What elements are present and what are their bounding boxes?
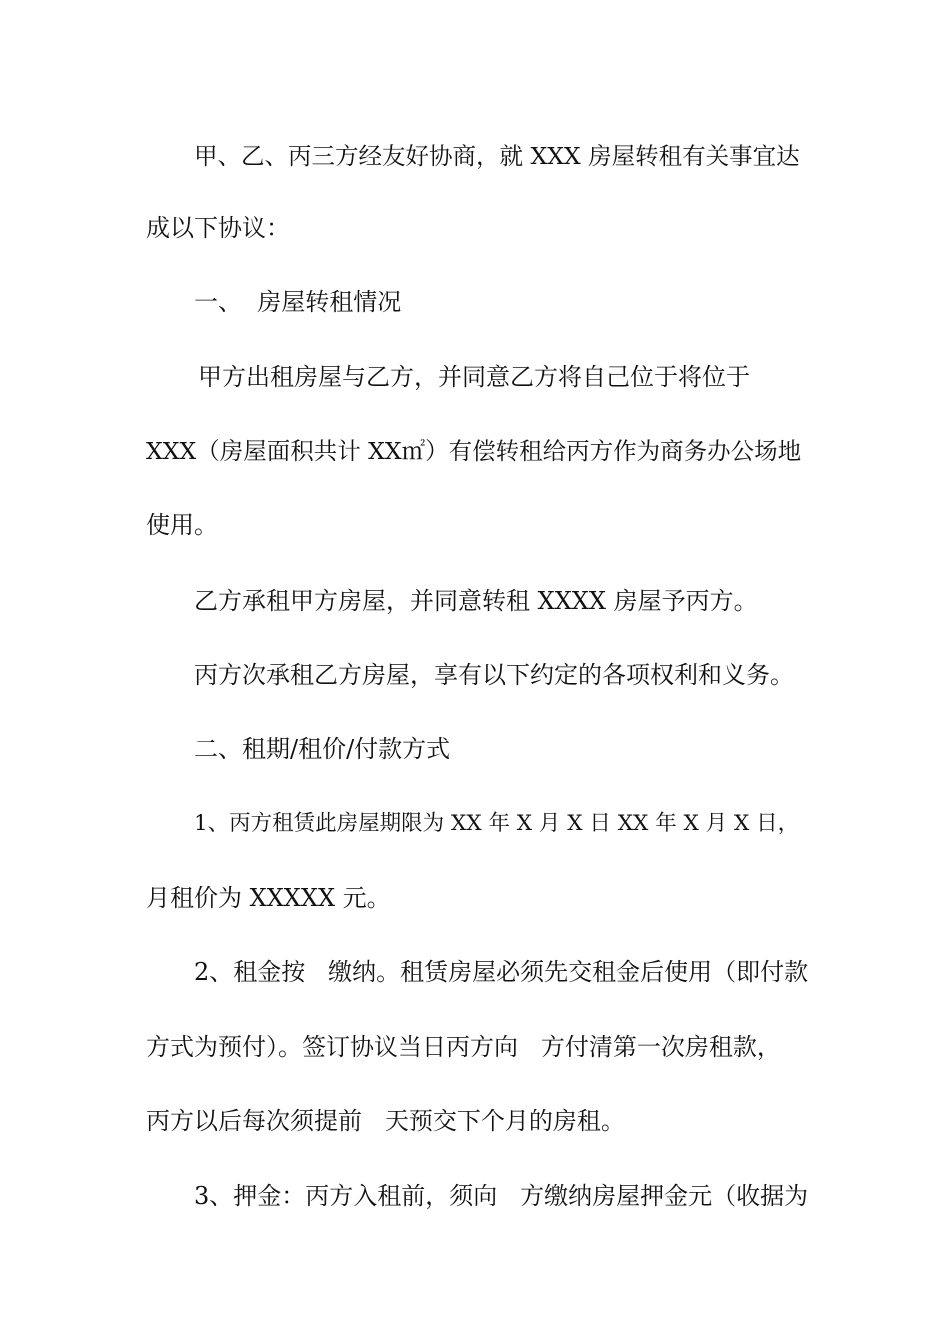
paragraph-intro-line-1: 甲、乙、丙三方经友好协商，就 XXX 房屋转租有关事宜达 — [194, 142, 800, 170]
clause-1-line-1: 1、丙方租赁此房屋期限为 XX 年 X 月 X 日 XX 年 X 月 X 日， — [194, 811, 800, 836]
clause-2-line-1: 2、租金按 缴纳。租赁房屋必须先交租金后使用（即付款 — [194, 958, 809, 986]
section-1-heading: 一、 房屋转租情况 — [194, 288, 402, 316]
section-2-heading: 二、租期/租价/付款方式 — [194, 735, 451, 763]
paragraph-lease-line-3: 使用。 — [146, 511, 218, 539]
clause-2-line-2: 方式为预付）。签订协议当日丙方向 方付清第一次房租款， — [146, 1033, 781, 1061]
paragraph-intro-line-2: 成以下协议： — [146, 214, 290, 242]
clause-2-line-3: 丙方以后每次须提前 天预交下个月的房租。 — [146, 1107, 625, 1135]
paragraph-lease-line-2: XXX（房屋面积共计 XX㎡）有偿转租给丙方作为商务办公场地 — [146, 437, 802, 465]
clause-1-line-2: 月租价为 XXXXX 元。 — [146, 884, 391, 912]
clause-3-line-1: 3、押金：丙方入租前，须向 方缴纳房屋押金元（收据为 — [194, 1182, 809, 1210]
paragraph-lease-line-1: 甲方出租房屋与乙方，并同意乙方将自己位于将位于 — [198, 363, 750, 391]
paragraph-party-c: 丙方次承租乙方房屋，享有以下约定的各项权利和义务。 — [194, 661, 794, 689]
paragraph-party-b: 乙方承租甲方房屋，并同意转租 XXXX 房屋予丙方。 — [194, 587, 758, 615]
